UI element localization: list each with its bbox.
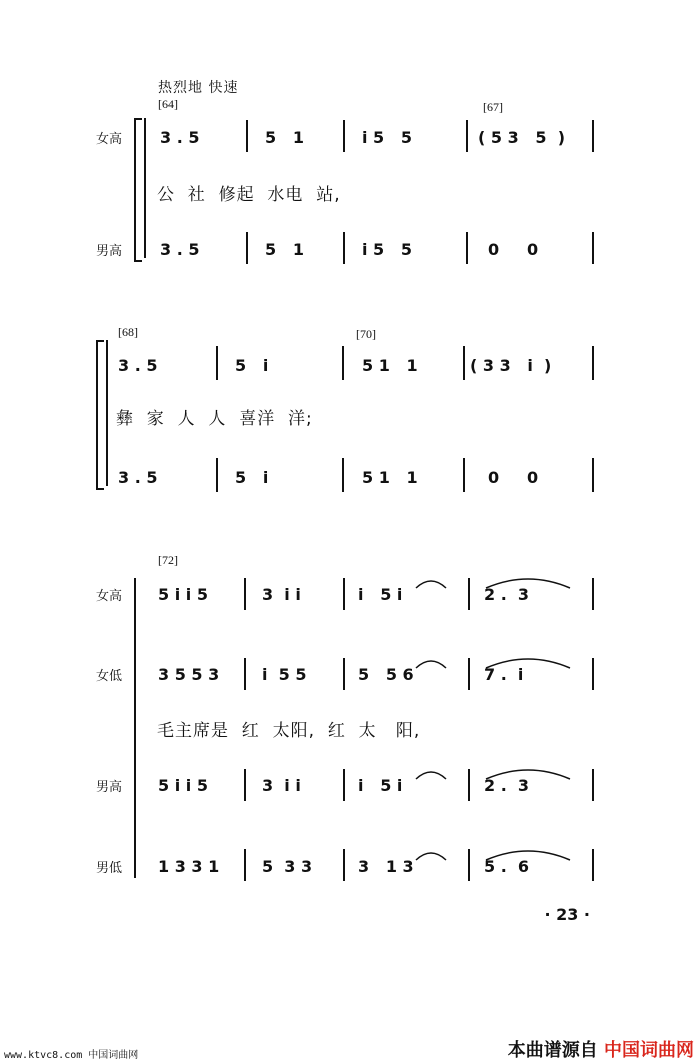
- measure-notes: 2 . 3: [484, 776, 530, 795]
- measure-notes: 3 i i: [262, 585, 301, 604]
- measure-notes: 0 0: [488, 468, 539, 487]
- measure-number: [64]: [158, 97, 178, 111]
- footer-site-text: www.ktvc8.com 中国词曲网: [4, 1050, 139, 1061]
- measure-notes: ( 3 3 i ): [470, 356, 552, 375]
- measure-number: [68]: [118, 325, 138, 339]
- measure-notes: 5 i i 5: [158, 776, 208, 795]
- measure-notes: 5 i: [235, 468, 269, 487]
- lyrics-line: 毛主席是 红 太阳, 红 太 阳,: [157, 721, 421, 741]
- measure-notes: 5 i: [235, 356, 269, 375]
- measure-notes: 5 1: [265, 240, 304, 259]
- footer-source: [508, 1036, 694, 1062]
- footer-source-brand: 中国词曲网: [604, 1040, 694, 1061]
- measure-notes: 3 . 5: [160, 240, 200, 259]
- measure-notes: ( 5 3 5 ): [478, 128, 566, 147]
- measure-notes: 3 1 3: [358, 857, 414, 876]
- measure-notes: 1 3 3 1: [158, 857, 220, 876]
- measure-notes: i 5 i: [358, 776, 403, 795]
- measure-notes: 5 i i 5: [158, 585, 208, 604]
- part-label: 女低: [96, 669, 123, 684]
- part-label: 男高: [96, 244, 123, 259]
- measure-notes: 5 1: [265, 128, 304, 147]
- measure-notes: 5 5 6: [358, 665, 414, 684]
- measure-number: [70]: [356, 327, 376, 341]
- measure-notes: 3 . 5: [118, 356, 158, 375]
- measure-notes: 7 . i: [484, 665, 524, 684]
- measure-notes: i 5 5: [362, 128, 413, 147]
- measure-notes: 3 . 5: [118, 468, 158, 487]
- measure-notes: 3 . 5: [160, 128, 200, 147]
- part-label: 女高: [96, 589, 123, 604]
- measure-number: [67]: [483, 100, 503, 114]
- measure-notes: i 5 5: [362, 240, 413, 259]
- part-label: 女高: [96, 132, 123, 147]
- measure-notes: 5 1 1: [362, 356, 418, 375]
- lyrics-line: 公 社 修起 水电 站,: [157, 185, 341, 205]
- measure-notes: 5 3 3: [262, 857, 313, 876]
- measure-notes: 0 0: [488, 240, 539, 259]
- page-number: · 23 ·: [544, 905, 590, 924]
- measure-number: [72]: [158, 553, 178, 567]
- measure-notes: 5 1 1: [362, 468, 418, 487]
- measure-notes: 3 i i: [262, 776, 301, 795]
- measure-notes: 3 5 5 3: [158, 665, 220, 684]
- measure-notes: 5 . 6: [484, 857, 530, 876]
- measure-notes: 2 . 3: [484, 585, 530, 604]
- lyrics-line: 彝 家 人 人 喜洋 洋;: [116, 409, 313, 429]
- part-label: 男高: [96, 780, 123, 795]
- part-label: 男低: [96, 861, 123, 876]
- footer-source-prefix: 本曲谱源自: [507, 1040, 598, 1061]
- measure-notes: i 5 5: [262, 665, 307, 684]
- tempo-marking: 热烈地 快速: [158, 80, 239, 96]
- measure-notes: i 5 i: [358, 585, 403, 604]
